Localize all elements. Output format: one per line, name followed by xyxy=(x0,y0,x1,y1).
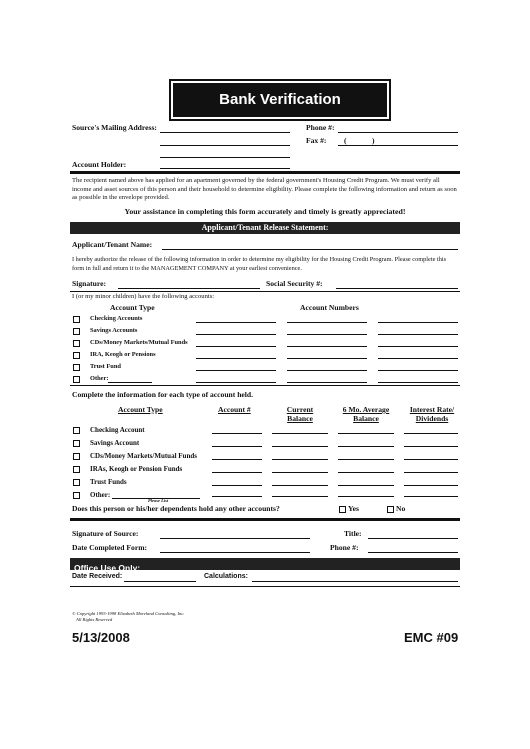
account-number-line[interactable] xyxy=(378,322,458,323)
calculations-field[interactable] xyxy=(252,581,458,582)
account-number-line[interactable] xyxy=(287,358,367,359)
checking-checkbox[interactable] xyxy=(73,316,80,323)
source-signature-label: Signature of Source: xyxy=(72,529,139,538)
account-number-line[interactable] xyxy=(196,346,276,347)
detail-account-type: Trust Funds xyxy=(90,478,127,486)
date-completed-field[interactable] xyxy=(160,552,310,553)
detail-account-type: Checking Account xyxy=(90,426,145,434)
detail-account-type: Other: xyxy=(90,491,111,499)
account-type-header: Account Type xyxy=(110,303,155,312)
release-account-type: Other: xyxy=(90,375,109,382)
form-code: EMC #09 xyxy=(404,630,459,645)
phone-field[interactable] xyxy=(338,132,458,133)
detail-line[interactable] xyxy=(212,433,262,434)
detail-line[interactable] xyxy=(404,446,458,447)
detail-line[interactable] xyxy=(272,485,328,486)
account-numbers-header: Account Numbers xyxy=(300,303,359,312)
other-account-field[interactable] xyxy=(108,382,152,383)
detail-line[interactable] xyxy=(338,433,394,434)
account-number-line[interactable] xyxy=(378,370,458,371)
account-number-line[interactable] xyxy=(196,334,276,335)
account-number-line[interactable] xyxy=(287,346,367,347)
form-title-box xyxy=(173,83,387,117)
col-account-number: Account # xyxy=(218,405,251,414)
account-number-line[interactable] xyxy=(287,322,367,323)
account-number-line[interactable] xyxy=(196,322,276,323)
account-holder-field[interactable] xyxy=(160,168,290,169)
office-use-header xyxy=(70,558,460,573)
detail-line[interactable] xyxy=(404,459,458,460)
col-avg-2: Balance xyxy=(353,414,379,423)
detail-line[interactable] xyxy=(272,446,328,447)
release-bottom-divider xyxy=(70,385,460,386)
col-current-1: Current xyxy=(286,405,314,414)
release-account-type: CDs/Money Markets/Mutual Funds xyxy=(90,339,188,346)
release-account-type: Savings Accounts xyxy=(90,327,138,334)
source-signature-field[interactable] xyxy=(160,538,310,539)
account-number-line[interactable] xyxy=(378,334,458,335)
detail-line[interactable] xyxy=(338,485,394,486)
other-checkbox[interactable] xyxy=(73,376,80,383)
detail-checking-checkbox[interactable] xyxy=(73,427,80,434)
applicant-name-label: Applicant/Tenant Name: xyxy=(72,240,153,249)
phone-label: Phone #: xyxy=(306,123,335,132)
account-number-line[interactable] xyxy=(378,382,458,383)
detail-line[interactable] xyxy=(338,472,394,473)
account-number-line[interactable] xyxy=(287,334,367,335)
copyright-line-1: © Copyright 1993-1998 Elizabeth Moreland Consulting, Inc. xyxy=(72,611,185,616)
yes-label: Yes xyxy=(348,504,359,513)
detail-ira-checkbox[interactable] xyxy=(73,466,80,473)
no-label: No xyxy=(396,504,406,513)
detail-line[interactable] xyxy=(404,433,458,434)
detail-line[interactable] xyxy=(338,446,394,447)
release-divider xyxy=(70,291,460,292)
signoff-phone-field[interactable] xyxy=(368,552,458,553)
account-number-line[interactable] xyxy=(196,358,276,359)
col-avg-1: 6 Mo. Average xyxy=(342,405,390,414)
release-account-type: IRA, Keogh or Pensions xyxy=(90,351,156,358)
account-number-line[interactable] xyxy=(378,346,458,347)
account-holder-label: Account Holder: xyxy=(72,160,127,169)
title-field[interactable] xyxy=(368,538,458,539)
detail-line[interactable] xyxy=(404,496,458,497)
account-number-line[interactable] xyxy=(378,358,458,359)
dependents-no-checkbox[interactable] xyxy=(387,506,394,513)
release-section-header: Applicant/Tenant Release Statement: xyxy=(70,222,460,234)
calculations-label: Calculations: xyxy=(204,573,248,580)
please-list-note: Please List xyxy=(148,498,169,503)
detail-line[interactable] xyxy=(212,459,262,460)
col-rate-1: Interest Rate/ xyxy=(409,405,455,414)
signoff-phone-label: Phone #: xyxy=(330,543,359,552)
ssn-field[interactable] xyxy=(336,288,458,289)
date-received-field[interactable] xyxy=(124,581,196,582)
detail-line[interactable] xyxy=(212,446,262,447)
detail-line[interactable] xyxy=(272,459,328,460)
detail-line[interactable] xyxy=(338,459,394,460)
title-label: Title: xyxy=(344,529,362,538)
dependents-question: Does this person or his/her dependents hold any other accounts? xyxy=(72,504,280,513)
date-received-label: Date Received: xyxy=(72,573,123,580)
release-signature-field[interactable] xyxy=(118,288,260,289)
dependents-yes-checkbox[interactable] xyxy=(339,506,346,513)
detail-line[interactable] xyxy=(404,472,458,473)
accounts-intro-text: I (or my minor children) have the following accounts: xyxy=(72,293,215,300)
intro-paragraph: The recipient named above has applied for an apartment governed by the federal government's Housing Credit Program. We must verify all income and asset sources of this person and their household to determine eligibility. Please complete the following information and return as soon as possible in the envelope provided. xyxy=(72,177,457,202)
fax-field[interactable] xyxy=(338,145,458,146)
ssn-label: Social Security #: xyxy=(266,279,323,288)
applicant-name-field[interactable] xyxy=(162,249,458,250)
detail-line[interactable] xyxy=(212,496,262,497)
cds-checkbox[interactable] xyxy=(73,340,80,347)
detail-line[interactable] xyxy=(272,472,328,473)
detail-line[interactable] xyxy=(212,472,262,473)
form-title: Bank Verification xyxy=(219,91,341,108)
trust-checkbox[interactable] xyxy=(73,364,80,371)
ira-checkbox[interactable] xyxy=(73,352,80,359)
detail-account-type: Savings Account xyxy=(90,439,140,447)
mailing-address-line-1[interactable] xyxy=(160,132,290,133)
col-account-type: Account Type xyxy=(118,405,163,414)
signoff-divider xyxy=(70,518,460,521)
detail-account-type: IRAs, Keogh or Pension Funds xyxy=(90,465,183,473)
detail-account-type: CDs/Money Markets/Mutual Funds xyxy=(90,452,197,460)
release-signature-label: Signature: xyxy=(72,279,107,288)
account-number-line[interactable] xyxy=(287,382,367,383)
mailing-address-line-2[interactable] xyxy=(160,145,290,146)
release-account-type: Checking Accounts xyxy=(90,315,143,322)
mailing-address-label: Source's Mailing Address: xyxy=(72,123,157,132)
col-current-2: Balance xyxy=(287,414,313,423)
copyright-line-2: All Rights Reserved xyxy=(76,617,113,622)
release-account-type: Trust Fund xyxy=(90,363,121,370)
appreciation-text: Your assistance in completing this form accurately and timely is greatly appreciated! xyxy=(124,207,406,216)
account-number-line[interactable] xyxy=(196,370,276,371)
authorization-text: I hereby authorize the release of the following information in order to determine my eligibility for the Housing Credit Program. Please complete this form in full and return it to the MANAGEMENT COMPANY at your earliest convenience. xyxy=(72,256,447,272)
office-bottom-border xyxy=(70,586,460,587)
detail-line[interactable] xyxy=(272,496,328,497)
fax-area-open: ( xyxy=(344,136,347,145)
detail-line[interactable] xyxy=(404,485,458,486)
footer-date: 5/13/2008 xyxy=(72,630,130,645)
section-divider xyxy=(70,171,460,174)
detail-line[interactable] xyxy=(272,433,328,434)
fax-label: Fax #: xyxy=(306,136,327,145)
office-use-title: Office Use Only: xyxy=(74,563,141,573)
details-heading: Complete the information for each type of account held. xyxy=(72,390,254,399)
account-number-line[interactable] xyxy=(287,370,367,371)
detail-cds-checkbox[interactable] xyxy=(73,453,80,460)
col-rate-2: Dividends xyxy=(415,414,449,423)
savings-checkbox[interactable] xyxy=(73,328,80,335)
detail-other-checkbox[interactable] xyxy=(73,492,80,499)
account-number-line[interactable] xyxy=(196,382,276,383)
detail-line[interactable] xyxy=(212,485,262,486)
mailing-address-line-3[interactable] xyxy=(160,157,290,158)
detail-trust-checkbox[interactable] xyxy=(73,479,80,486)
date-completed-label: Date Completed Form: xyxy=(72,543,148,552)
detail-savings-checkbox[interactable] xyxy=(73,440,80,447)
detail-line[interactable] xyxy=(338,496,394,497)
fax-area-close: ) xyxy=(372,136,375,145)
